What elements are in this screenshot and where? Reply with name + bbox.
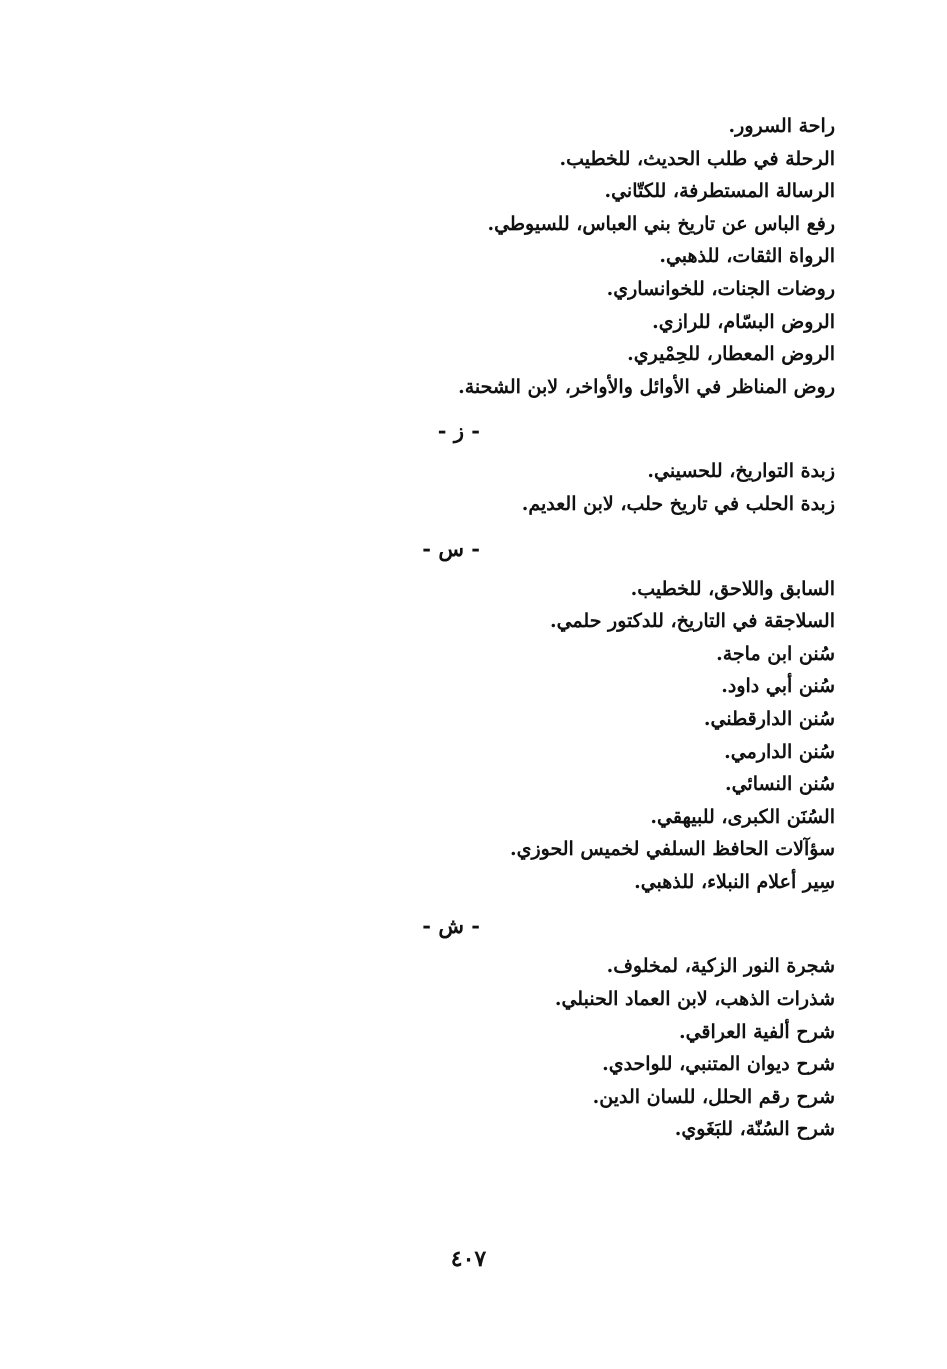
section-ra (355, 110, 835, 403)
bibliography-entry: السُنَن الكبرى، للبيهقي. (650, 805, 835, 828)
entry-list (355, 950, 835, 1146)
bibliography-entry: زبدة التواريخ، للحسيني. (647, 460, 835, 483)
bibliography-entry: زبدة الحلب في تاريخ حلب، لابن العديم. (521, 492, 835, 515)
bibliography-entry: شرح رقم الحلل، للسان الدين. (592, 1085, 835, 1108)
bibliography-entry: رفع الباس عن تاريخ بني العباس، للسيوطي. (487, 212, 835, 235)
bibliography-entry: الرحلة في طلب الحديث، للخطيب. (559, 147, 835, 170)
section-shin (355, 910, 835, 1146)
section-heading: - ز - (437, 418, 480, 444)
bibliography-entry: الروض المعطار، للحِمْيري. (627, 343, 835, 366)
bibliography-entry: شرح ألفية العراقي. (678, 1020, 835, 1043)
section-heading: - ش - (422, 913, 480, 939)
bibliography-entry: السلاجقة في التاريخ، للدكتور حلمي. (549, 610, 835, 633)
section-heading: - س - (422, 535, 480, 561)
entry-list (355, 573, 835, 899)
bibliography-entry: الروض البسّام، للرازي. (652, 310, 835, 333)
entry-list (355, 110, 835, 403)
bibliography-entry: راحة السرور. (728, 115, 835, 137)
bibliography-entry: سِير أعلام النبلاء، للذهبي. (634, 870, 835, 893)
page-number: ٤٠٧ (450, 1246, 487, 1272)
bibliography-entry: السابق واللاحق، للخطيب. (630, 577, 835, 600)
bibliography-entry: سُنن ابن ماجة. (716, 642, 835, 665)
bibliography-entry: روض المناظر في الأوائل والأواخر، لابن الشحنة. (458, 375, 835, 398)
section-zay (355, 415, 835, 520)
bibliography-entry: الرسالة المستطرفة، للكتّاني. (604, 180, 835, 203)
bibliography-entry: سُنن النسائي. (724, 773, 835, 796)
section-sin (355, 533, 835, 899)
bibliography-entry: روضات الجنات، للخوانساري. (606, 277, 835, 300)
bibliography-entry: شرح ديوان المتنبي، للواحدي. (602, 1053, 835, 1076)
bibliography-entry: شجرة النور الزكية، لمخلوف. (606, 955, 835, 978)
bibliography-entry: شرح السُنّة، للبَغَوي. (674, 1118, 835, 1141)
bibliography-entry: سُنن الدارقطني. (703, 707, 835, 730)
bibliography-entry: سُنن أبي داود. (721, 675, 835, 698)
entry-list (355, 455, 835, 520)
bibliography-column (355, 98, 835, 1146)
bibliography-entry: الرواة الثقات، للذهبي. (659, 245, 835, 268)
bibliography-entry: سؤآلات الحافظ السلفي لخميس الحوزي. (510, 838, 835, 861)
bibliography-entry: شذرات الذهب، لابن العماد الحنبلي. (554, 988, 835, 1011)
bibliography-entry: سُنن الدارمي. (724, 740, 835, 763)
